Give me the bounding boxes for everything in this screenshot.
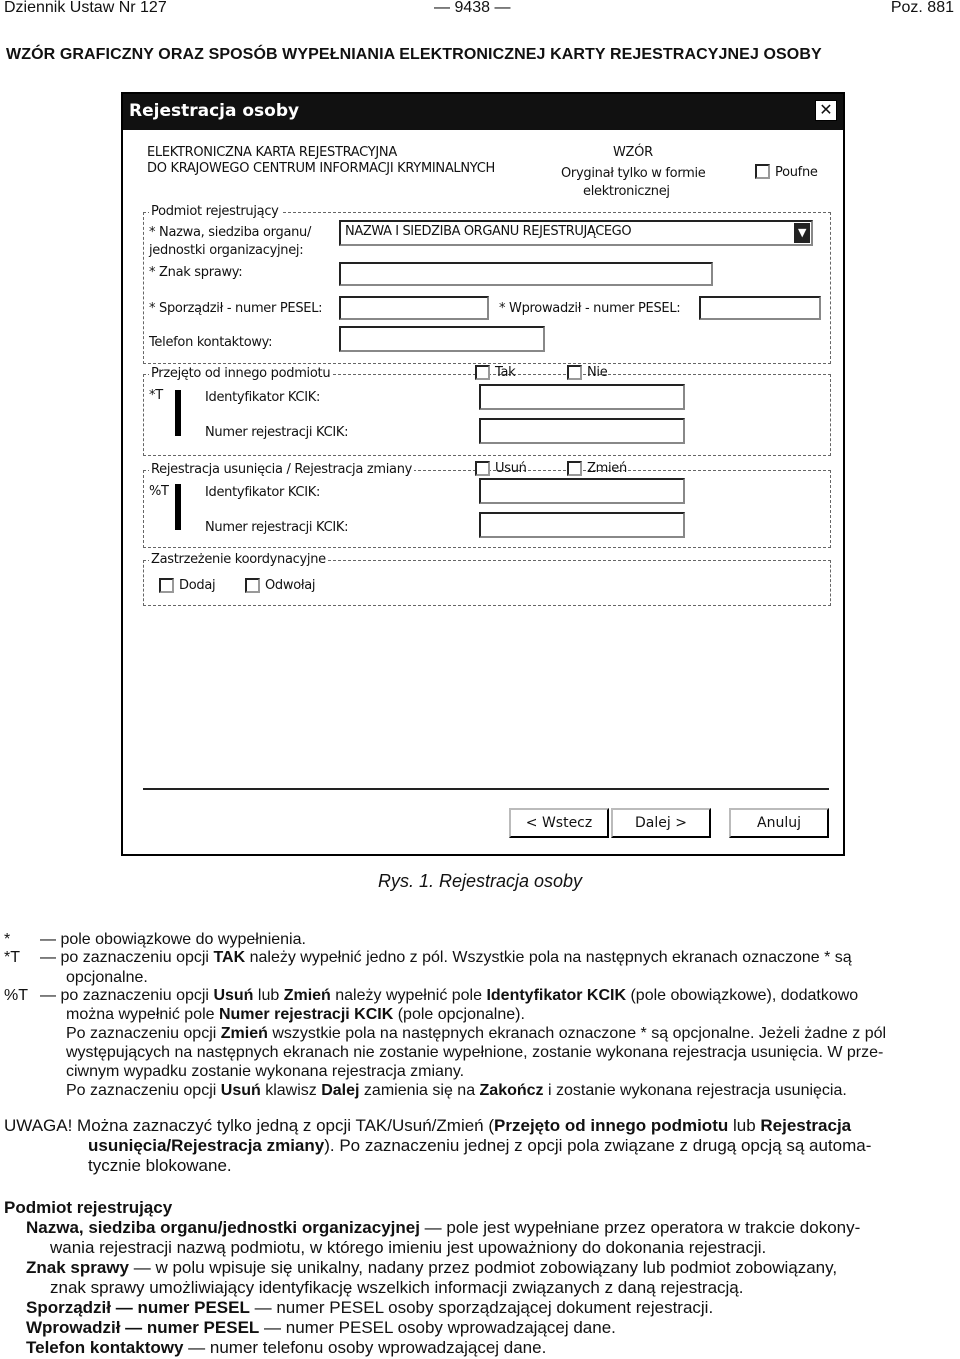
wzor-note-line1: Oryginał tylko w formie	[561, 166, 706, 181]
button-separator	[143, 788, 829, 790]
poufne-checkbox[interactable]	[755, 164, 770, 179]
note-percent-symbol: %T	[4, 987, 28, 1004]
przejeto-nr-input[interactable]	[479, 418, 685, 444]
note-star-symbol: *	[4, 931, 11, 948]
tak-checkbox[interactable]	[475, 365, 490, 380]
usun-label: Usuń	[495, 461, 527, 476]
chevron-down-icon[interactable]: ▼	[794, 223, 810, 243]
dialog-titlebar	[123, 94, 843, 130]
znak-label: * Znak sprawy:	[149, 265, 243, 280]
group-podmiot-legend: Podmiot rejestrujący	[151, 204, 279, 219]
note-t-text: — po zaznaczeniu opcji TAK należy wypełnić jedno z pól. Wszystkie pola na następnych ekranach oznaczone * są	[40, 949, 852, 966]
rejestracja-marker: %T	[149, 484, 169, 499]
rejestracja-nr-label: Numer rejestracji KCIK:	[205, 520, 349, 535]
przejeto-marker: *T	[149, 388, 163, 403]
name-label-1: * Nazwa, siedziba organu/	[149, 225, 312, 240]
zmien-label: Zmień	[587, 461, 627, 476]
note-star-text: — pole obowiązkowe do wypełnienia.	[40, 931, 306, 948]
definitions-title: Podmiot rejestrujący	[4, 1198, 173, 1217]
wprowadzil-input[interactable]	[699, 296, 821, 320]
dodaj-label: Dodaj	[179, 578, 216, 593]
usun-checkbox[interactable]	[475, 461, 490, 476]
note-t-text-cont: opcjonalne.	[66, 969, 148, 986]
definition-name-cont: wania rejestracji nazwą podmiotu, w którego imieniu jest upoważniony do dokonania rejestracji.	[50, 1238, 767, 1257]
note-percent-line3: Po zaznaczeniu opcji Zmień wszystkie pola na następnych ekranach oznaczone * są opcjonalne. Jeżeli żadne z pól	[66, 1025, 887, 1042]
przejeto-id-input[interactable]	[479, 384, 685, 410]
uwaga-line2: usunięcia/Rejestracja zmiany). Po zaznaczeniu jednej z opcji pola związane z drugą opcją są automa-	[88, 1136, 872, 1155]
dodaj-checkbox[interactable]	[159, 578, 174, 593]
next-button[interactable]: Dalej >	[611, 808, 711, 838]
note-percent-line1: — po zaznaczeniu opcji Usuń lub Zmień należy wypełnić pole Identyfikator KCIK (pole obowiązkowe), dodatkowo	[40, 987, 859, 1004]
definition-znak: Znak sprawy — w polu wpisuje się unikalny, nadany przez podmiot zobowiązany lub podmiot zobowiązany,	[26, 1258, 838, 1277]
rejestracja-id-label: Identyfikator KCIK:	[205, 485, 321, 500]
wzor-note-line2: elektronicznej	[583, 184, 670, 199]
journal-title: Dziennik Ustaw Nr 127	[4, 0, 167, 16]
note-percent-line2: można wypełnić pole Numer rejestracji KCIK (pole opcjonalne).	[66, 1006, 525, 1023]
znak-input[interactable]	[339, 262, 713, 286]
sporzadzil-input[interactable]	[339, 296, 489, 320]
dialog-title: Rejestracja osoby	[129, 101, 300, 121]
close-icon[interactable]: ✕	[815, 100, 837, 121]
uwaga-line3: tycznie blokowane.	[88, 1156, 232, 1175]
nie-label: Nie	[587, 365, 608, 380]
card-heading-line1: ELEKTRONICZNA KARTA REJESTRACYJNA	[147, 145, 397, 160]
tak-label: Tak	[495, 365, 516, 380]
definition-wprowadzil: Wprowadził — numer PESEL — numer PESEL osoby wprowadzającej dane.	[26, 1318, 616, 1337]
group-rejestracja-legend: Rejestracja usunięcia / Rejestracja zmiany	[151, 462, 413, 477]
wzor-label: WZÓR	[613, 145, 653, 160]
odwolaj-checkbox[interactable]	[245, 578, 260, 593]
group-przejeto-legend: Przejęto od innego podmiotu	[151, 366, 331, 381]
wprowadzil-label: * Wprowadził - numer PESEL:	[499, 301, 681, 316]
definition-znak-cont: znak sprawy umożliwiający identyfikację wszelkich informacji związanych z daną rejestracją.	[50, 1278, 744, 1297]
rejestracja-nr-input[interactable]	[479, 512, 685, 538]
group-zastrzezenie-legend: Zastrzeżenie koordynacyjne	[151, 552, 326, 567]
definition-sporzadzil: Sporządził — numer PESEL — numer PESEL osoby sporządzającej dokument rejestracji.	[26, 1298, 714, 1317]
note-percent-line5: ciwnym wypadku zostanie wykonana rejestracja zmiany.	[66, 1063, 465, 1080]
definition-telefon: Telefon kontaktowy — numer telefonu osoby wprowadzającej dane.	[26, 1338, 547, 1357]
required-bar-icon	[175, 390, 181, 436]
uwaga-line1: UWAGA! Można zaznaczyć tylko jedną z opcji TAK/Usuń/Zmień (Przejęto od innego podmiotu lub Rejestracja	[4, 1116, 852, 1135]
nie-checkbox[interactable]	[567, 365, 582, 380]
note-t-symbol: *T	[4, 949, 20, 966]
note-percent-line4: występujących na następnych ekranach nie zostanie wypełnione, zostanie wykonana rejestracja usunięcia. W prze-	[66, 1044, 884, 1061]
required-bar-icon	[175, 484, 181, 530]
cancel-button[interactable]: Anuluj	[729, 808, 829, 838]
card-heading-line2: DO KRAJOWEGO CENTRUM INFORMACJI KRYMINALNYCH	[147, 161, 495, 176]
page-number: — 9438 —	[434, 0, 511, 16]
odwolaj-label: Odwołaj	[265, 578, 316, 593]
page-title: WZÓR GRAFICZNY ORAZ SPOSÓB WYPEŁNIANIA ELEKTRONICZNEJ KARTY REJESTRACYJNEJ OSOBY	[6, 46, 822, 63]
position-number: Poz. 881	[890, 0, 954, 16]
telefon-label: Telefon kontaktowy:	[149, 335, 273, 350]
przejeto-id-label: Identyfikator KCIK:	[205, 390, 321, 405]
poufne-label: Poufne	[775, 165, 818, 180]
registration-dialog	[121, 92, 845, 856]
zmien-checkbox[interactable]	[567, 461, 582, 476]
rejestracja-id-input[interactable]	[479, 478, 685, 504]
sporzadzil-label: * Sporządził - numer PESEL:	[149, 301, 323, 316]
note-percent-line6: Po zaznaczeniu opcji Usuń klawisz Dalej zamienia się na Zakończ i zostanie wykonana rejestracja usunięcia.	[66, 1082, 847, 1099]
organ-select-value: NAZWA I SIEDZIBA ORGANU REJESTRUJĄCEGO	[345, 224, 632, 239]
definition-name: Nazwa, siedziba organu/jednostki organizacyjnej — pole jest wypełniane przez operatora w trakcie dokony-	[26, 1218, 861, 1237]
figure-caption: Rys. 1. Rejestracja osoby	[377, 871, 583, 891]
organ-select[interactable]	[339, 220, 813, 246]
telefon-input[interactable]	[339, 326, 545, 352]
name-label-2: jednostki organizacyjnej:	[149, 243, 304, 258]
przejeto-nr-label: Numer rejestracji KCIK:	[205, 425, 349, 440]
back-button[interactable]: < Wstecz	[509, 808, 609, 838]
